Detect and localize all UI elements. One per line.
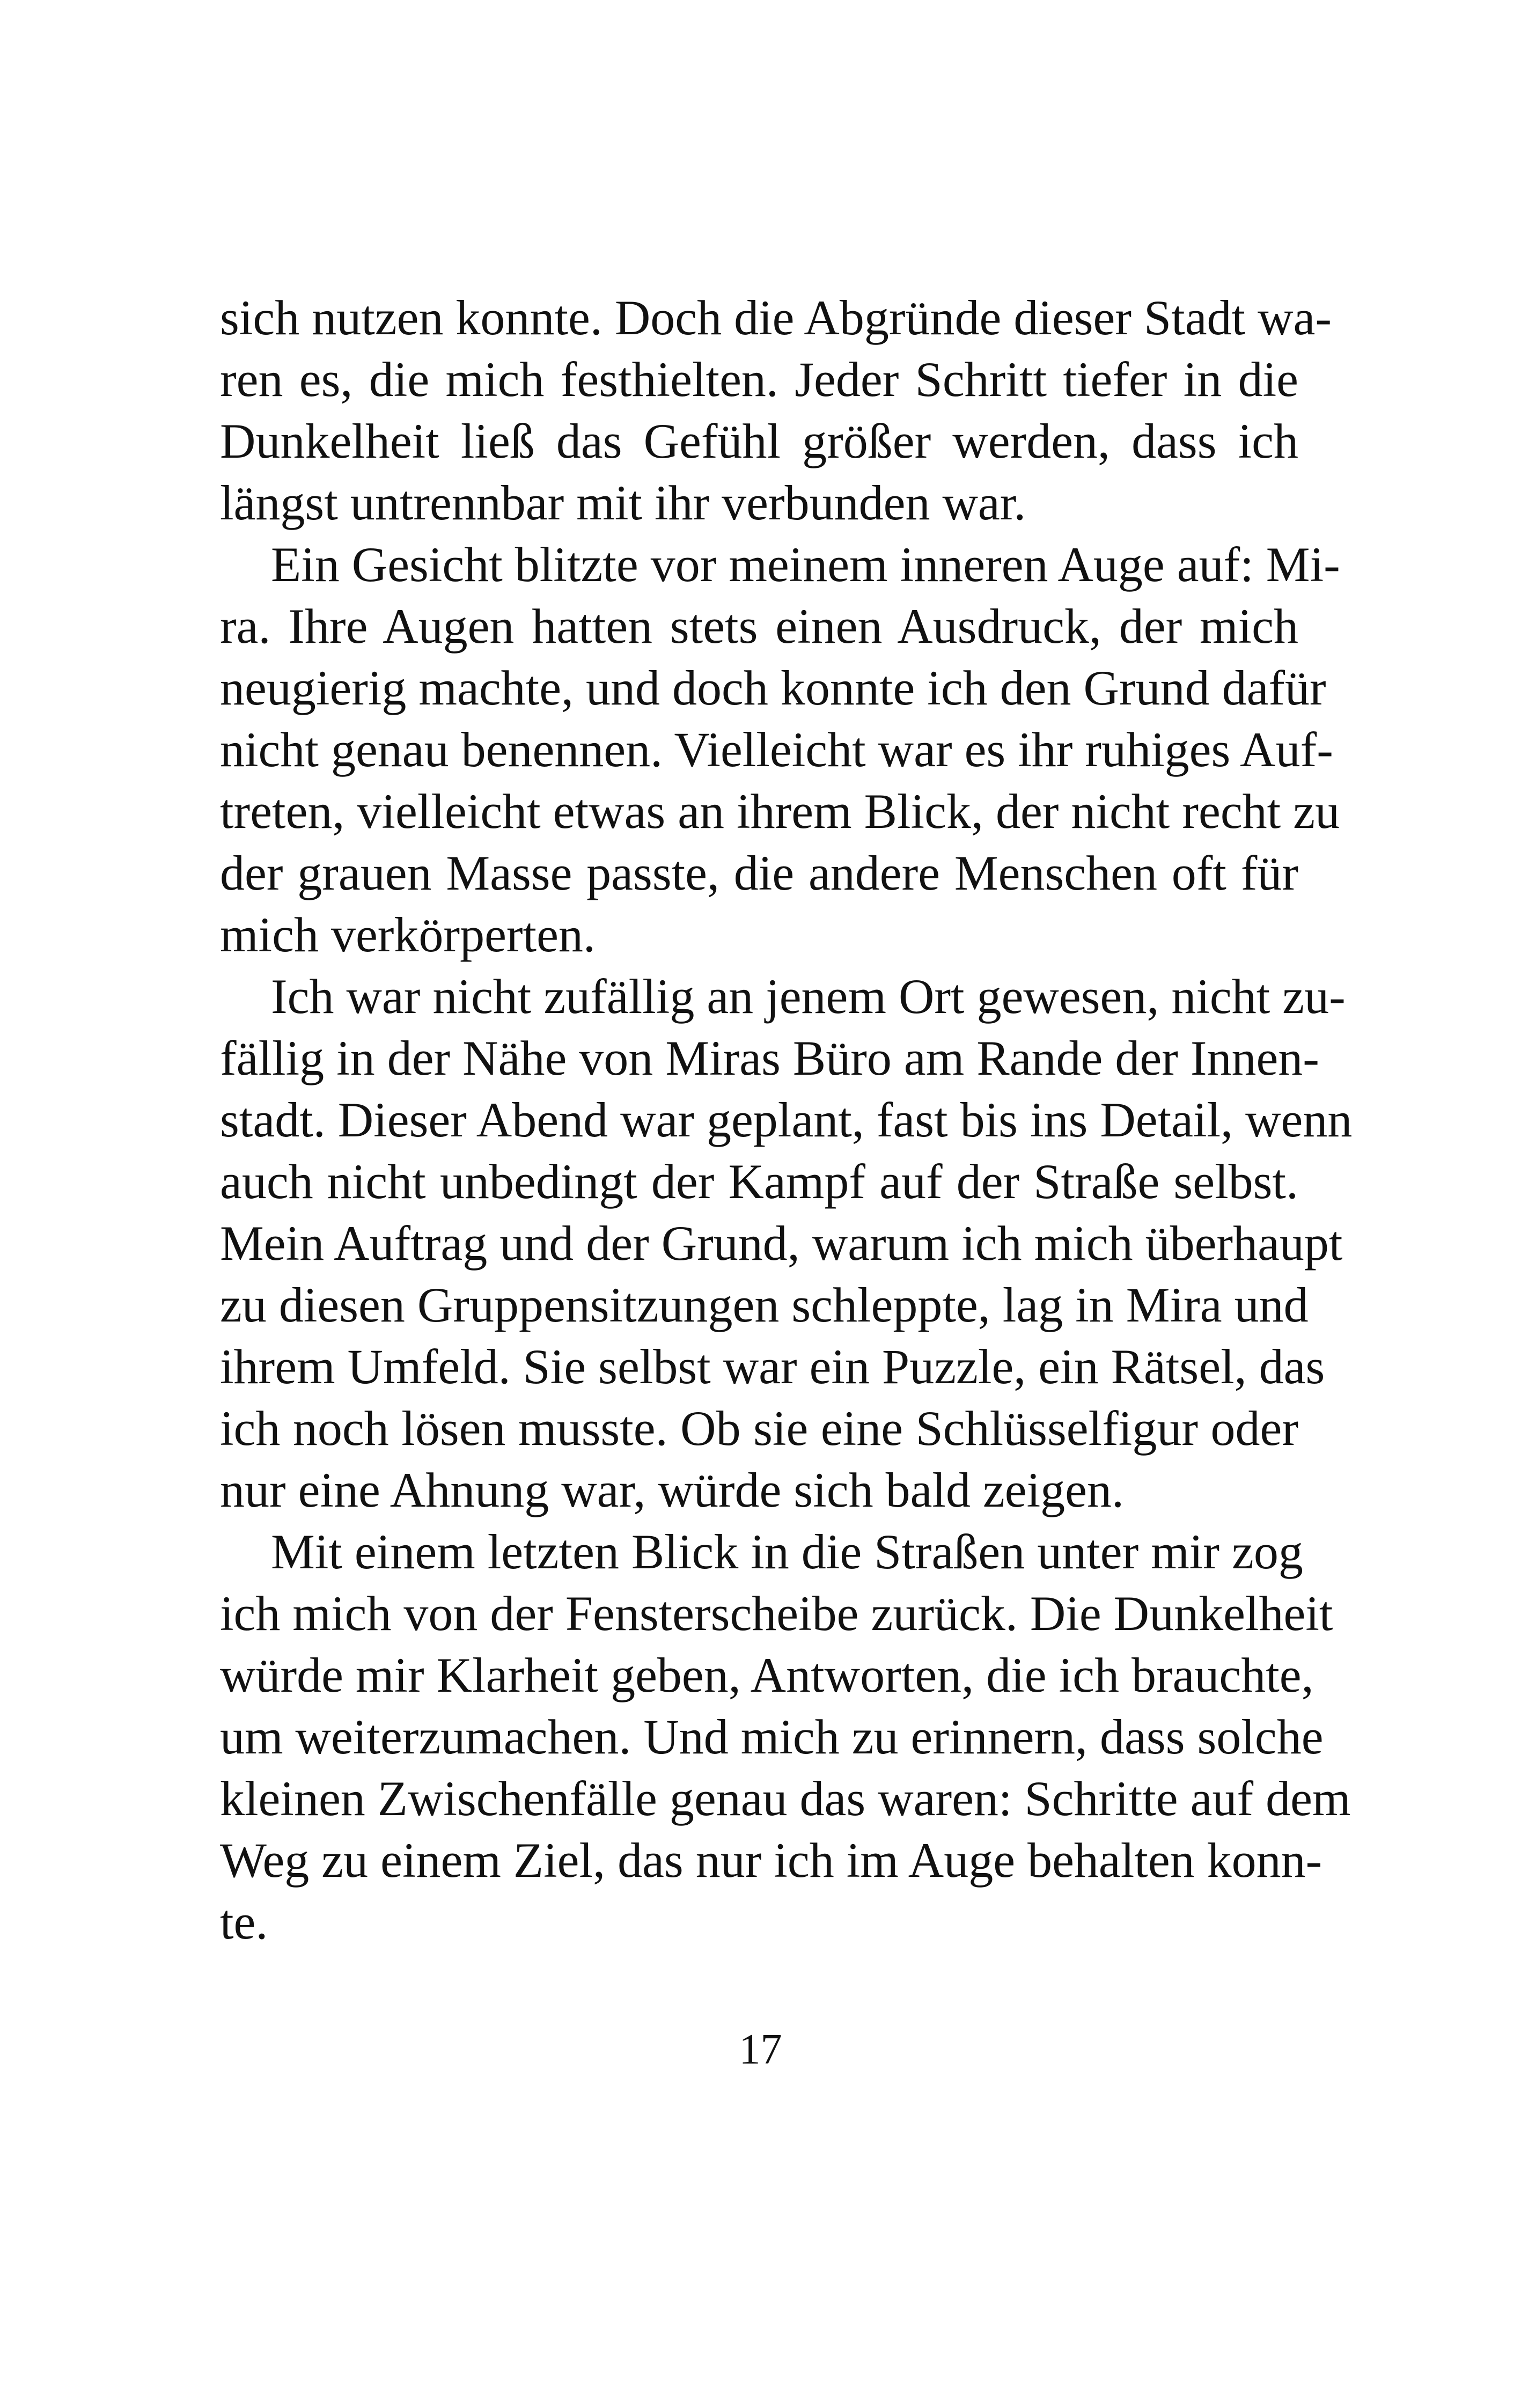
text-line: nur eine Ahnung war, würde sich bald zeigen. — [220, 1463, 1125, 1517]
page-number: 17 — [739, 2026, 782, 2073]
text-line: ich noch lösen musste. Ob sie eine Schlüsselfigur oder — [220, 1401, 1298, 1456]
text-line: Mein Auftrag und der Grund, warum ich mich überhaupt — [220, 1216, 1343, 1271]
text-line: te. — [220, 1895, 268, 1949]
text-line: nicht genau benennen. Vielleicht war es ihr ruhiges Auf- — [220, 722, 1333, 777]
text-line: ich mich von der Fensterscheibe zurück. Die Dunkelheit — [220, 1586, 1333, 1641]
text-line: sich nutzen konnte. Doch die Abgründe dieser Stadt wa- — [220, 290, 1332, 345]
text-line: auch nicht unbedingt der Kampf auf der Straße selbst. — [220, 1154, 1298, 1209]
body-text — [220, 287, 1353, 1953]
text-line: Ich war nicht zufällig an jenem Ort gewesen, nicht zu- — [271, 969, 1346, 1024]
text-line: längst untrennbar mit ihr verbunden war. — [220, 475, 1026, 530]
text-line: fällig in der Nähe von Miras Büro am Rande der Innen- — [220, 1031, 1319, 1085]
text-line: zu diesen Gruppensitzungen schleppte, lag in Mira und — [220, 1278, 1309, 1332]
text-line: würde mir Klarheit geben, Antworten, die ich brauchte, — [220, 1648, 1314, 1702]
text-line: der grauen Masse passte, die andere Menschen oft für — [220, 846, 1298, 900]
text-line: treten, vielleicht etwas an ihrem Blick, der nicht recht zu — [220, 784, 1340, 839]
text-line: stadt. Dieser Abend war geplant, fast bis ins Detail, wenn — [220, 1092, 1353, 1147]
text-line: ihrem Umfeld. Sie selbst war ein Puzzle, ein Rätsel, das — [220, 1339, 1325, 1394]
text-line: neugierig machte, und doch konnte ich den Grund dafür — [220, 660, 1326, 715]
text-line: Dunkelheit ließ das Gefühl größer werden, dass ich — [220, 414, 1298, 468]
text-line: Weg zu einem Ziel, das nur ich im Auge behalten konn- — [220, 1833, 1322, 1888]
text-line: Mit einem letzten Blick in die Straßen unter mir zog — [271, 1524, 1303, 1579]
text-line: mich verkörperten. — [220, 907, 596, 962]
text-line: Ein Gesicht blitzte vor meinem inneren Auge auf: Mi- — [271, 537, 1340, 592]
text-line: ren es, die mich festhielten. Jeder Schritt tiefer in die — [220, 352, 1298, 407]
text-line: ra. Ihre Augen hatten stets einen Ausdruck, der mich — [220, 599, 1298, 654]
text-line: kleinen Zwischenfälle genau das waren: Schritte auf dem — [220, 1771, 1351, 1826]
text-line: um weiterzumachen. Und mich zu erinnern, dass solche — [220, 1709, 1324, 1764]
